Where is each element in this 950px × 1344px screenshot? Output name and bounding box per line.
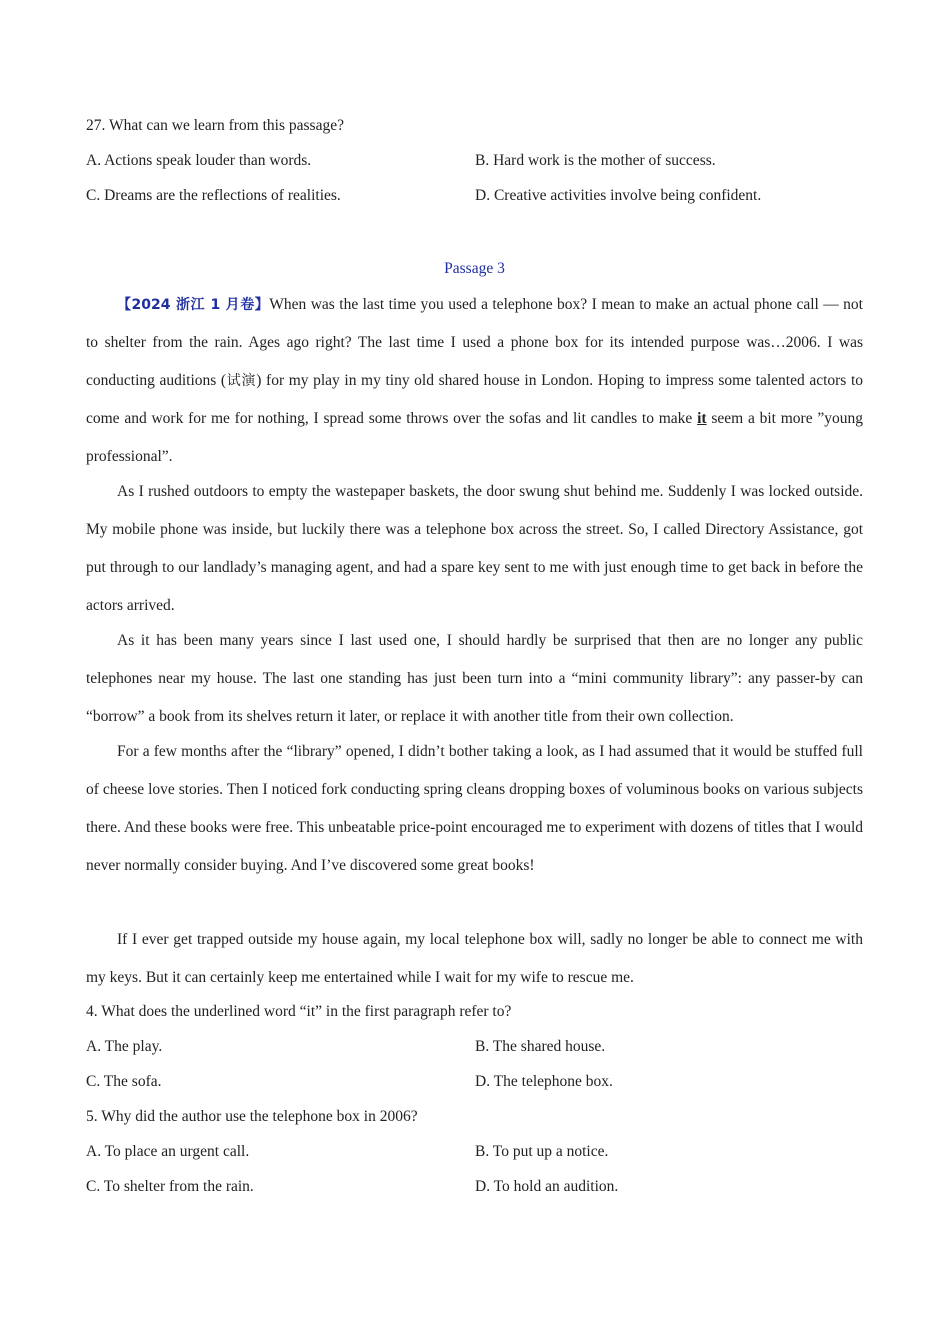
source-tag: 【2024 浙江 1 月卷】 [117,297,270,313]
underlined-word-it: it [697,410,707,427]
question-27-option-b: B. Hard work is the mother of success. [475,152,716,169]
question-5-option-d: D. To hold an audition. [475,1178,619,1195]
paragraph-1-text-middle: ) for my play in my tiny old shared house in London. Hoping to impress some talented actors to come and work for me for nothing, I spread some throws over the sofas and lit candles to make [86,372,864,427]
question-27-options-row-2 [86,187,863,209]
passage-paragraph-5: If I ever get trapped outside my house again, my local telephone box will, sadly no longer be able to connect me with my keys. But it can certainly keep me entertained while I wait for my wife to rescue me. [86,931,863,986]
question-4-stem: 4. What does the underlined word “it” in the first paragraph refer to? [86,1003,512,1020]
question-5-option-c: C. To shelter from the rain. [86,1178,254,1195]
passage-paragraph-2: As I rushed outdoors to empty the wastepaper baskets, the door swung shut behind me. Suddenly I was locked outside. My mobile phone was inside, but luckily there was a telephone box across the street. So, I called Directory Assistance, got put through to our landlady’s managing agent, and had a spare key sent to me with just enough time to get back in before the actors arrived. [86,483,863,614]
paragraph-1-gloss: 试演 [226,373,257,389]
question-27-option-d: D. Creative activities involve being confident. [475,187,762,204]
passage-paragraph-4: For a few months after the “library” opened, I didn’t bother taking a look, as I had assumed that it would be stuffed full of cheese love stories. Then I noticed fork conducting spring cleans dropping boxes of voluminous books on various subjects there. And these books were free. This unbeatable price-point encouraged me to experiment with dozens of titles that I would never normally consider buying. And I’ve discovered some great books! [86,743,863,874]
question-4-option-a: A. The play. [86,1038,163,1055]
question-27-options-row-1 [86,152,863,174]
paragraph-1-text-end: seem a bit more ”young professional”. [86,410,863,465]
question-4-option-c: C. The sofa. [86,1073,162,1090]
question-5-stem: 5. Why did the author use the telephone box in 2006? [86,1108,418,1125]
question-5-options-row-1 [86,1143,863,1165]
passage-paragraph-3: As it has been many years since I last used one, I should hardly be surprised that then are no longer any public telephones near my house. The last one standing has just been turn into a “mini community library”: any passer-by can “borrow” a book from its shelves return it later, or replace it with another title from their own collection. [86,632,863,725]
question-27-option-a: A. Actions speak louder than words. [86,152,312,169]
question-27-option-c: C. Dreams are the reflections of realities. [86,187,341,204]
question-4-options-row-2 [86,1073,863,1095]
question-5-options-row-2 [86,1178,863,1200]
question-5-option-b: B. To put up a notice. [475,1143,609,1160]
paragraph-1-text-start: When was the last time you used a telephone box? I mean to make an actual phone call — not to shelter from the rain. Ages ago right? The last time I used a phone box for its intended purpose was…2006. I was conducting auditions ( [86,296,863,389]
passage-paragraph-1 [86,286,863,476]
question-4-options-row-1 [86,1038,863,1060]
question-5-option-a: A. To place an urgent call. [86,1143,250,1160]
passage-title: Passage 3 [444,260,505,277]
question-27-stem: 27. What can we learn from this passage? [86,117,344,134]
question-4-option-d: D. The telephone box. [475,1073,613,1090]
question-4-option-b: B. The shared house. [475,1038,606,1055]
